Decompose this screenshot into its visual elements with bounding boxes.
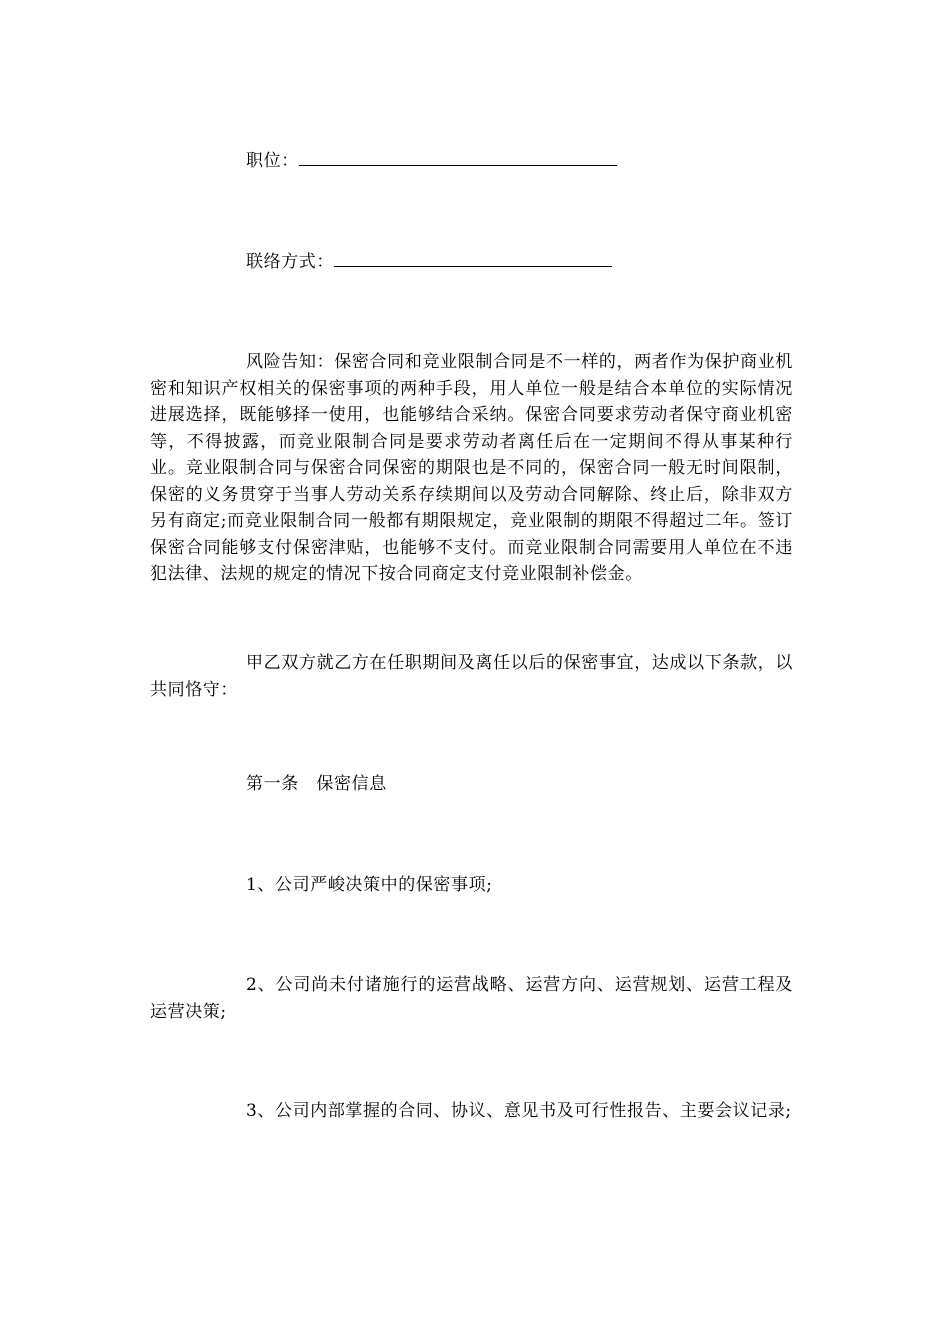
article-1-item-2: 2、公司尚未付诸施行的运营战略、运营方向、运营规划、运营工程及运营决策; [150, 975, 793, 1022]
position-field [150, 148, 793, 175]
agreement-intro-paragraph: 甲乙双方就乙方在任职期间及离任以后的保密事宜，达成以下条款，以共同恪守： [150, 653, 793, 700]
article-1-item-1: 1、公司严峻决策中的保密事项; [246, 875, 493, 895]
contact-field [150, 249, 793, 276]
position-blank-line [299, 151, 617, 166]
article-1-item-3: 3、公司内部掌握的合同、协议、意见书及可行性报告、主要会议记录; [246, 1101, 792, 1121]
position-label: 职位： [246, 151, 299, 171]
contact-label: 联络方式： [246, 252, 334, 272]
contact-blank-line [334, 252, 612, 267]
article-1-heading: 第一条 保密信息 [246, 774, 387, 794]
risk-notice-paragraph: 风险告知：保密合同和竞业限制合同是不一样的，两者作为保护商业机密和知识产权相关的保密事项的两种手段，用人单位一般是结合本单位的实际情况进展选择，既能够择一使用，也能够结合采纳。保密合同要求劳动者保守商业机密等，不得披露，而竞业限制合同是要求劳动者离任后在一定期间不得从事某种行业。竞业限制合同与保密合同保密的期限也是不同的，保密合同一般无时间限制，保密的义务贯穿于当事人劳动关系存续期间以及劳动合同解除、终止后，除非双方另有商定;而竞业限制合同一般都有期限规定，竞业限制的期限不得超过二年。签订保密合同能够支付保密津贴，也能够不支付。而竞业限制合同需要用人单位在不违犯法律、法规的规定的情况下按合同商定支付竞业限制补偿金。 [150, 352, 793, 584]
